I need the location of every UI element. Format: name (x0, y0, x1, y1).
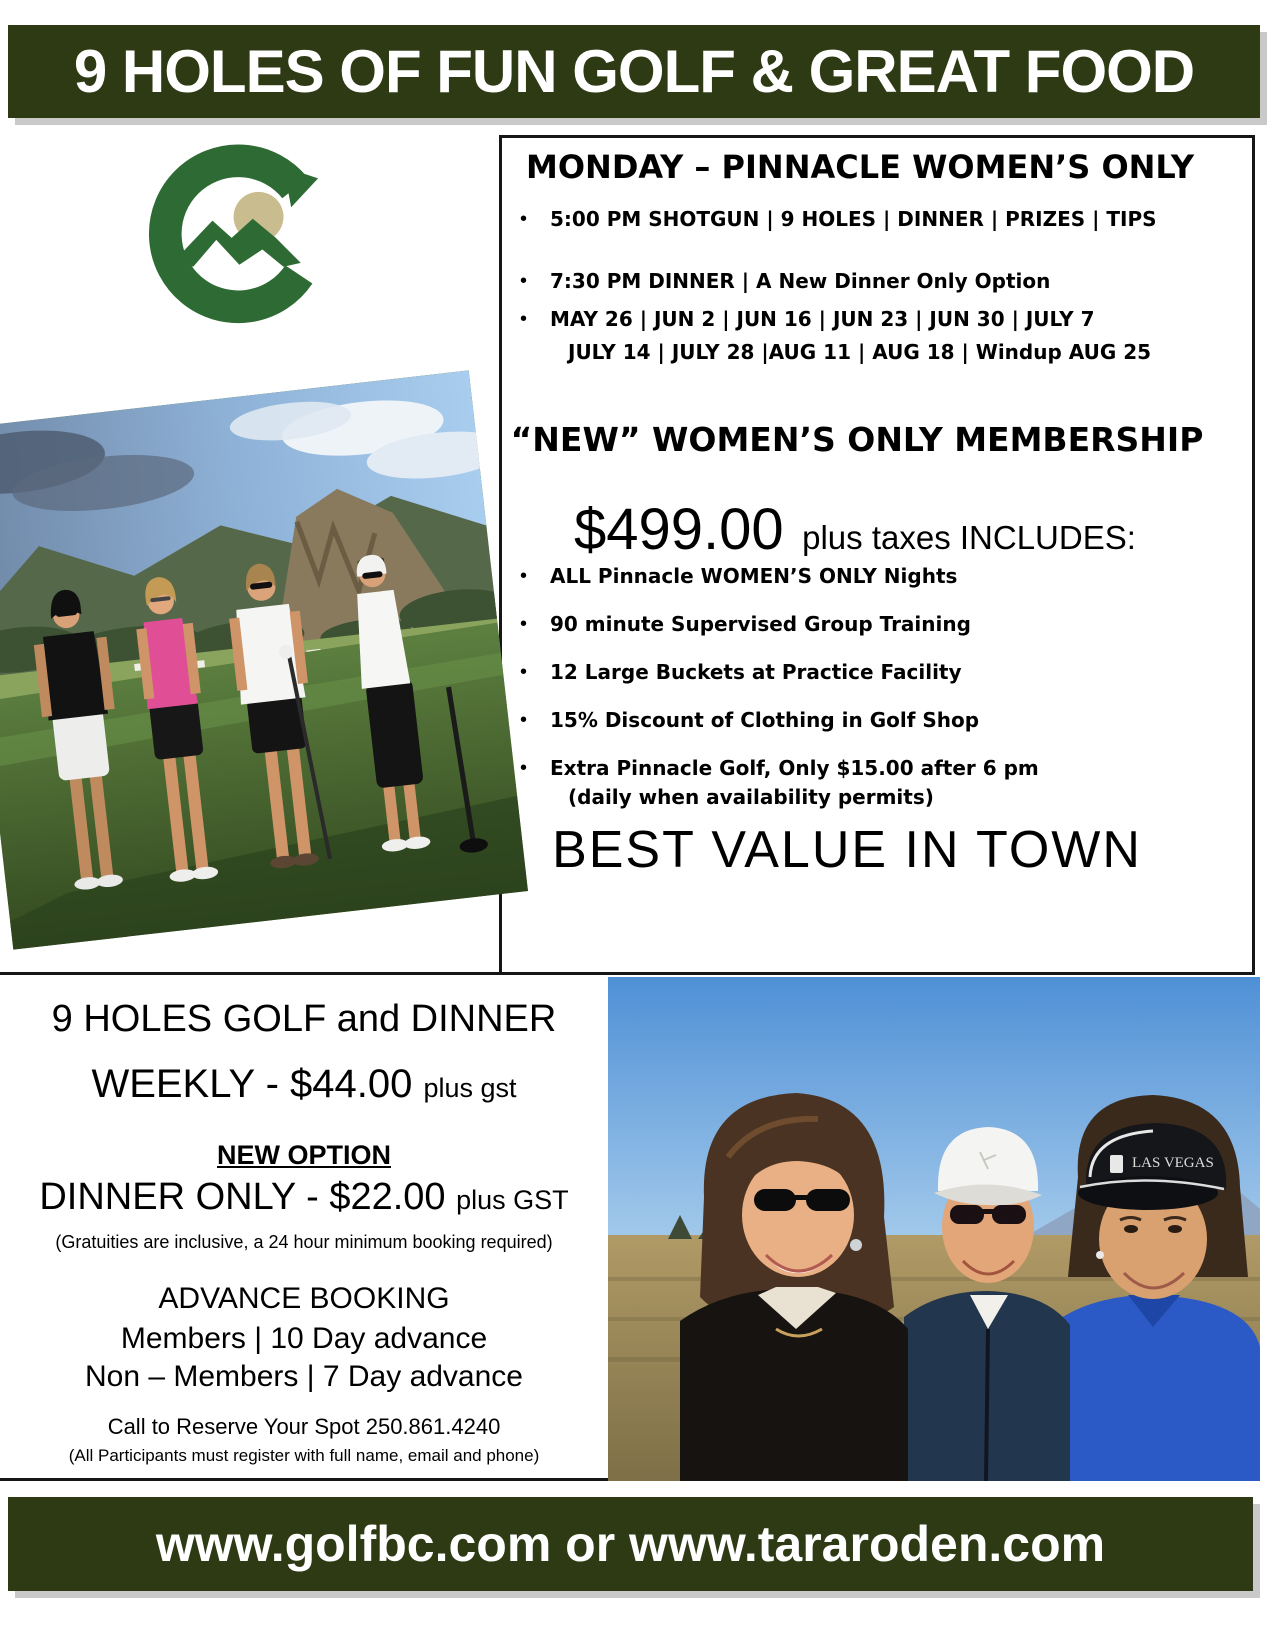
monday-dates-line2: JULY 14 | JULY 28 |AUG 11 | AUG 18 | Windup AUG 25 (568, 340, 1152, 364)
footer-urls: www.golfbc.com or www.tararoden.com (155, 1516, 1106, 1572)
membership-price-suffix: plus taxes INCLUDES: (802, 519, 1136, 556)
membership-bullet-5: • Extra Pinnacle Golf, Only $15.00 after 6 pm (520, 756, 1039, 780)
dinner-only-line (0, 1176, 608, 1219)
membership-price: $499.00 (574, 497, 784, 562)
membership-price-line (574, 496, 1136, 563)
bullet-dot-icon: • (520, 613, 528, 635)
selfie-scene (608, 977, 1260, 1481)
membership-bullet-5-line2: (daily when availability permits) (568, 785, 934, 809)
new-option-label: NEW OPTION (217, 1140, 391, 1170)
dinner-only-suffix: plus GST (456, 1185, 569, 1215)
zipper (986, 1329, 988, 1481)
pricing-title: 9 HOLES GOLF and DINNER (51, 998, 557, 1040)
weekly-price: WEEKLY - $44.00 (91, 1062, 413, 1106)
membership-bullet-2: • 90 minute Supervised Group Training (520, 612, 971, 636)
bullet-dot-icon: • (520, 661, 528, 683)
membership-bullet-4: • 15% Discount of Clothing in Golf Shop (520, 708, 980, 732)
dinner-only-price: DINNER ONLY - $22.00 (39, 1176, 446, 1218)
monday-title: MONDAY – PINNACLE WOMEN’S ONLY (526, 148, 1194, 186)
bullet-dot-icon: • (520, 709, 528, 731)
advance-booking-title: ADVANCE BOOKING (158, 1282, 450, 1315)
membership-bullet-3: • 12 Large Buckets at Practice Facility (520, 660, 962, 684)
monday-dates-bullet: • MAY 26 | JUN 2 | JUN 16 | JUN 23 | JUN 30 | JULY 7 (520, 307, 1095, 331)
top-banner (8, 25, 1260, 118)
hoop-earring (850, 1239, 862, 1251)
group-photo-scene (0, 370, 528, 949)
woman-left (680, 1093, 908, 1481)
group-photo (0, 370, 528, 949)
bullet-dot-icon: • (520, 308, 528, 330)
top-banner-title: 9 HOLES OF FUN GOLF & GREAT FOOD (73, 38, 1195, 105)
blue-jacket (1038, 1295, 1260, 1481)
sunglasses (992, 1205, 1026, 1224)
golfbc-logo-icon (128, 140, 343, 332)
best-value-tagline: BEST VALUE IN TOWN (552, 821, 1142, 879)
advance-non-members-line: Non – Members | 7 Day advance (84, 1360, 523, 1393)
gratuities-note: (Gratuities are inclusive, a 24 hour minimum booking required) (55, 1232, 553, 1252)
call-to-reserve-line: Call to Reserve Your Spot 250.861.4240 (107, 1414, 501, 1439)
monday-panel (499, 135, 1255, 975)
tour-logo (1110, 1155, 1123, 1173)
membership-title: “NEW” WOMEN’S ONLY MEMBERSHIP (510, 420, 1204, 459)
sunglasses (950, 1205, 984, 1224)
visor-text: LAS VEGAS (1132, 1155, 1214, 1171)
monday-bullet-2: • 7:30 PM DINNER | A New Dinner Only Option (520, 269, 1051, 293)
register-note: (All Participants must register with full name, email and phone) (68, 1446, 540, 1465)
advance-members-line: Members | 10 Day advance (120, 1322, 488, 1355)
footer-banner (8, 1497, 1253, 1591)
pricing-bottom-border (0, 1478, 611, 1481)
logo-g-arc (165, 161, 299, 307)
sunglasses (754, 1189, 796, 1211)
bullet-dot-icon: • (520, 270, 528, 292)
selfie-photo (608, 977, 1260, 1481)
bullet-dot-icon: • (520, 565, 528, 587)
logo-flag (284, 167, 319, 207)
weekly-price-line (0, 1062, 608, 1107)
membership-bullet-1: • ALL Pinnacle WOMEN’S ONLY Nights (520, 564, 958, 588)
horizontal-divider (0, 972, 502, 975)
weekly-price-suffix: plus gst (423, 1073, 517, 1103)
bullet-dot-icon: • (520, 208, 528, 230)
bullet-dot-icon: • (520, 757, 528, 779)
monday-bullet-1: • 5:00 PM SHOTGUN | 9 HOLES | DINNER | PRIZES | TIPS (520, 207, 1157, 231)
earring (1096, 1251, 1104, 1259)
sunglasses (806, 1189, 850, 1211)
